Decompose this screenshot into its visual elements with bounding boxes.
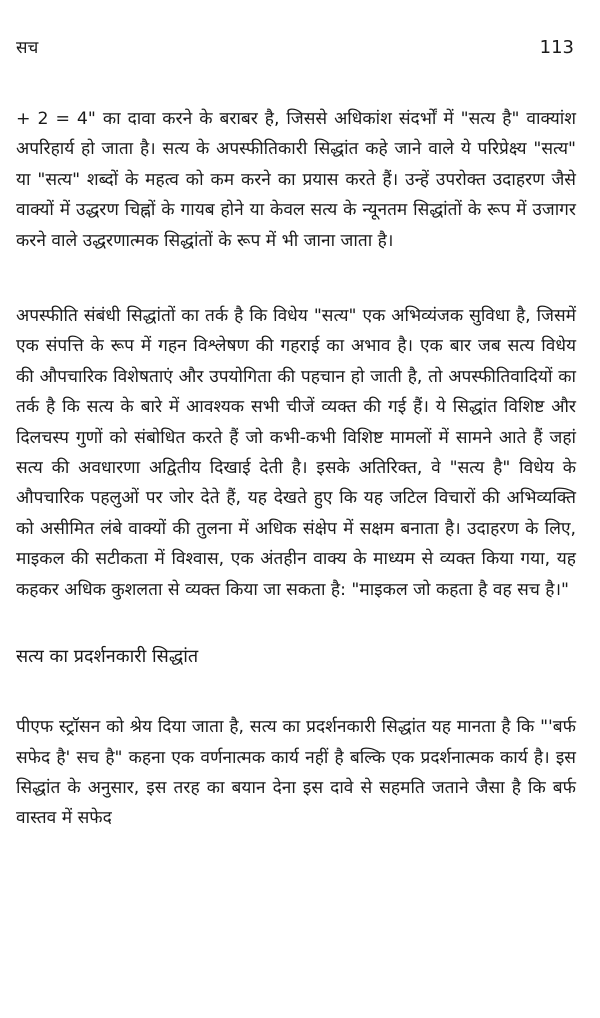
running-title: सच [16, 38, 39, 58]
paragraph: + 2 = 4" का दावा करने के बराबर है, जिससे अधिकांश संदर्भों में "सत्य है" वाक्यांश अपरिहार्य हो जाता है। सत्य के अपस्फीतिकारी सिद्धांत कहे जाने वाले ये परिप्रेक्ष्य "सत्य" या "सत्य" शब्दों के महत्व को कम करने का प्रयास करते हैं। उन्हें उपरोक्त उदाहरण जैसे वाक्यों में उद्धरण चिह्नों के गायब होने या केवल सत्य के न्यूनतम सिद्धांतों के रूप में उजागर करने वाले उद्धरणात्मक सिद्धांतों के रूप में भी जाना जाता है। [16, 109, 576, 251]
page-number: 113 [539, 37, 574, 58]
paragraph: अपस्फीति संबंधी सिद्धांतों का तर्क है कि विधेय "सत्य" एक अभिव्यंजक सुविधा है, जिसमें एक संपत्ति के रूप में गहन विश्लेषण की गहराई का अभाव है। एक बार जब सत्य विधेय की औपचारिक विशेषताएं और उपयोगिता की पहचान हो जाती है, तो अपस्फीतिवादियों का तर्क है कि सत्य के बारे में आवश्यक सभी चीजें व्यक्त की गई हैं। ये सिद्धांत विशिष्ट और दिलचस्प गुणों को संबोधित करते हैं जो कभी-कभी विशिष्ट मामलों में सामने आते हैं जहां सत्य की अवधारणा अद्वितीय दिखाई देती है। इसके अतिरिक्त, वे "सत्य है" विधेय के औपचारिक पहलुओं पर जोर देते हैं, यह देखते हुए कि यह जटिल विचारों की अभिव्यक्ति को असीमित लंबे वाक्यों की तुलना में अधिक संक्षेप में सक्षम बनाता है। उदाहरण के लिए, माइकल की सटीकता में विश्वास, एक अंतहीन वाक्य के माध्यम से व्यक्त किया गया, यह कहकर अधिक कुशलता से व्यक्त किया जा सकता है: "माइकल जो कहता है वह सच है।" [16, 306, 576, 600]
page-header [16, 36, 574, 60]
page-body [16, 104, 576, 834]
paragraph: पीएफ स्ट्रॉसन को श्रेय दिया जाता है, सत्य का प्रदर्शनकारी सिद्धांत यह मानता है कि "'बर्फ सफेद है' सच है" कहना एक वर्णनात्मक कार्य नहीं है बल्कि एक प्रदर्शनात्मक कार्य है। इस सिद्धांत के अनुसार, इस तरह का बयान देना इस दावे से सहमति जताने जैसा है कि बर्फ वास्तव में सफेद [16, 717, 576, 829]
section-heading: सत्य का प्रदर्शनकारी सिद्धांत [16, 646, 199, 668]
